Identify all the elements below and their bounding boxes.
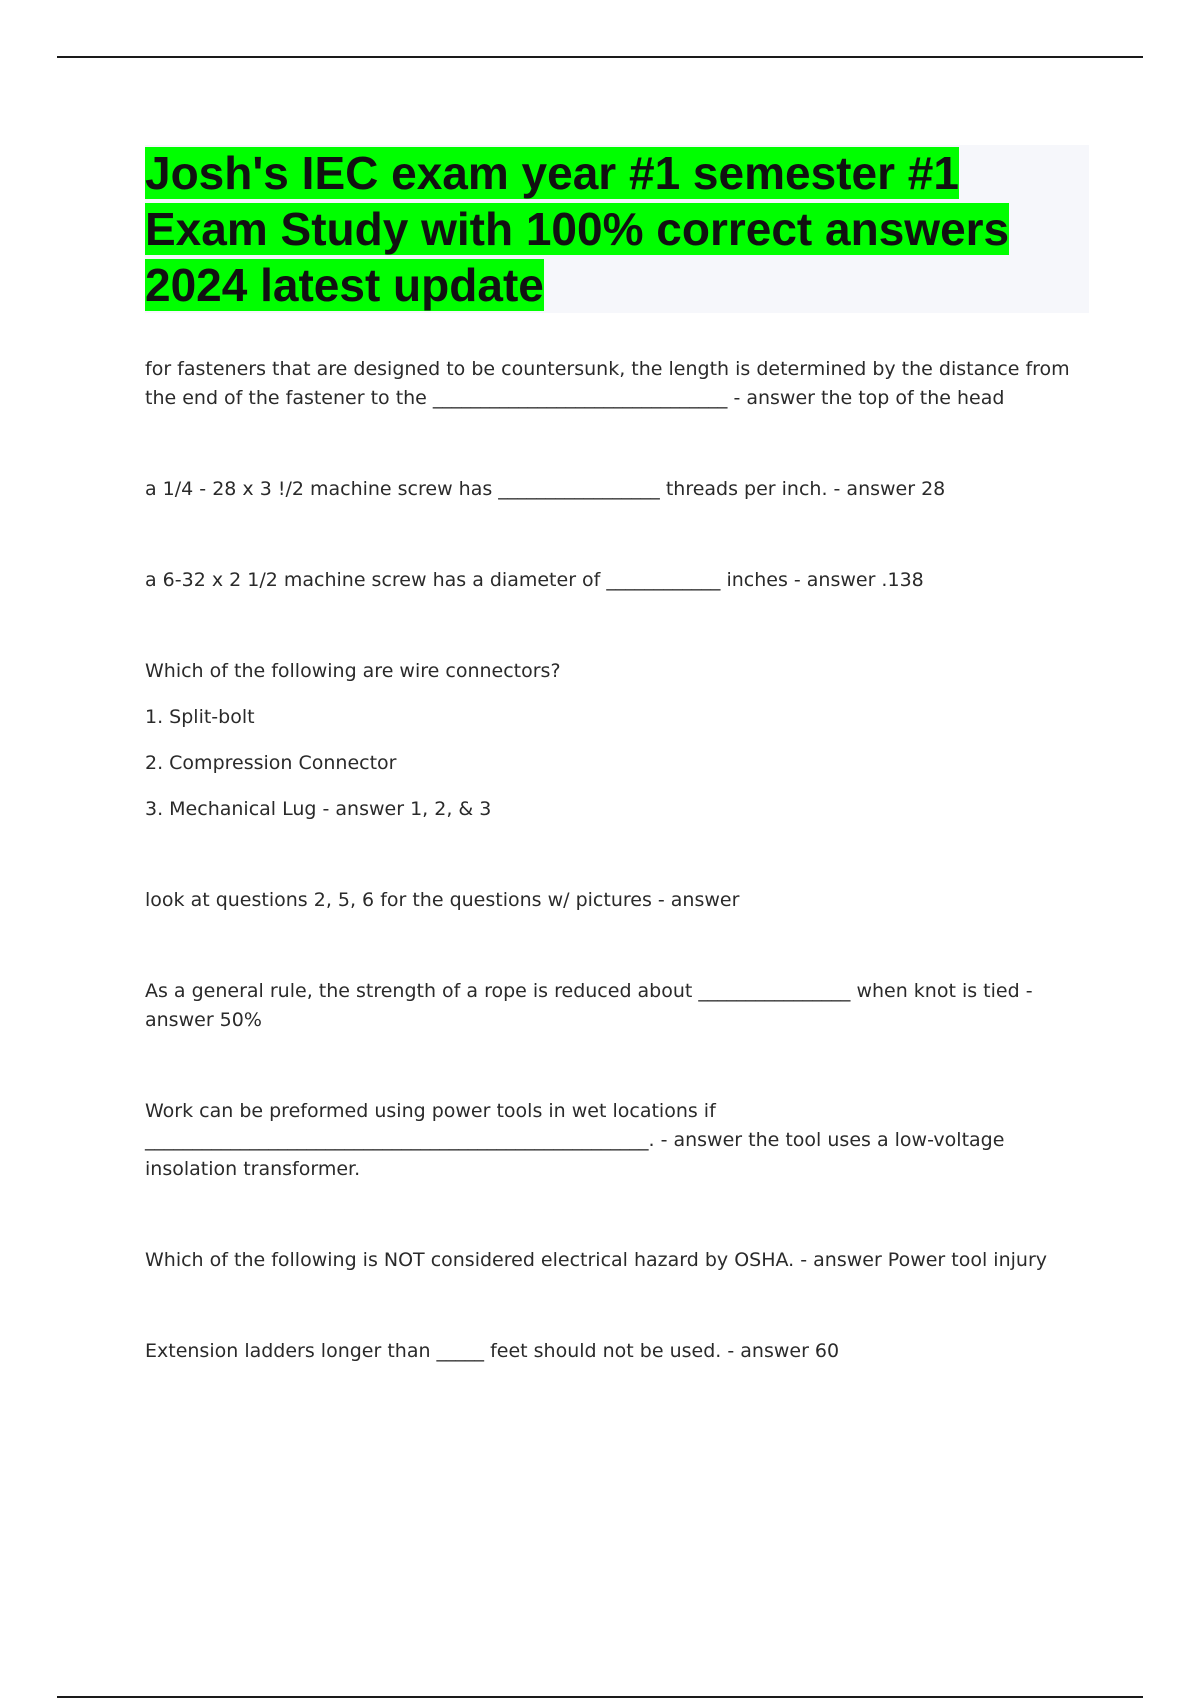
- question-rope-strength: As a general rule, the strength of a rope is reduced about ________________ when knot is tied - answer 50%: [145, 980, 1033, 1031]
- question-wire-connectors-prompt: Which of the following are wire connectors?: [145, 660, 561, 682]
- title-highlight: Josh's IEC exam year #1 semester #1 Exam Study with 100% correct answers 2024 latest update: [145, 147, 1010, 311]
- list-item: 2. Compression Connector: [145, 752, 397, 774]
- question-wire-connectors: [145, 657, 1095, 824]
- title-box: [145, 145, 1089, 313]
- question-pictures-note: look at questions 2, 5, 6 for the questions w/ pictures - answer: [145, 889, 740, 911]
- question-osha-hazard: Which of the following is NOT considered electrical hazard by OSHA. - answer Power tool injury: [145, 1249, 1047, 1271]
- list-item: 3. Mechanical Lug - answer 1, 2, & 3: [145, 798, 492, 820]
- document-body: [145, 355, 1095, 1366]
- question-wet-locations: Work can be preformed using power tools in wet locations if _____________________________________________________. - answer the tool uses a low-voltage insolation transformer.: [145, 1100, 1005, 1180]
- question-threads-per-inch: a 1/4 - 28 x 3 !/2 machine screw has _________________ threads per inch. - answer 28: [145, 478, 946, 500]
- top-rule: [57, 56, 1143, 58]
- list-item: 1. Split-bolt: [145, 706, 255, 728]
- document-title: [145, 145, 1089, 313]
- question-countersunk-length: for fasteners that are designed to be countersunk, the length is determined by the distance from the end of the fastener to the _______________________________ - answer the top of the head: [145, 358, 1070, 409]
- bottom-rule: [57, 1696, 1143, 1698]
- question-extension-ladders: Extension ladders longer than _____ feet should not be used. - answer 60: [145, 1340, 840, 1362]
- question-screw-diameter: a 6-32 x 2 1/2 machine screw has a diameter of ____________ inches - answer .138: [145, 569, 924, 591]
